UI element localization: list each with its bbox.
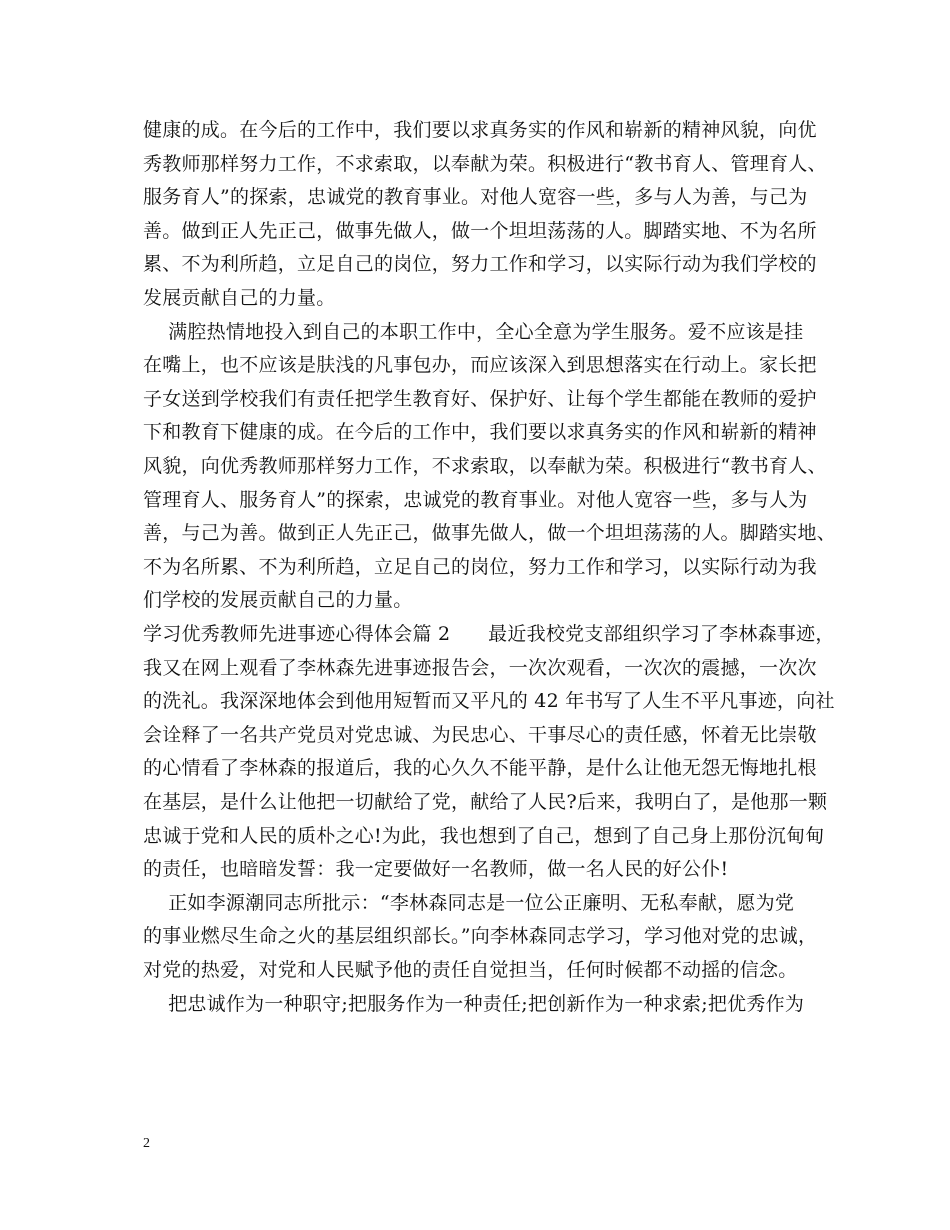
text-line: 善，与己为善。做到正人先正己，做事先做人，做一个坦坦荡荡的人。脚踏实地、 — [143, 522, 837, 545]
text-line: 们学校的发展贡献自己的力量。 — [143, 589, 413, 612]
text-line: 累、不为利所趋，立足自己的岗位，努力工作和学习，以实际行动为我们学校的 — [143, 253, 817, 276]
text-line: 我又在网上观看了李林森先进事迹报告会，一次次观看，一次次的震撼，一次次 — [143, 656, 817, 679]
text-line: 把忠诚作为一种职守;把服务作为一种责任;把创新作为一种求索;把优秀作为 — [143, 992, 805, 1015]
text-line: 正如李源潮同志所批示：“李林森同志是一位公正廉明、无私奉献，愿为党 — [143, 891, 795, 914]
text-line: 在基层，是什么让他把一切献给了党，献给了人民?后来，我明白了，是他那一颗 — [143, 791, 828, 813]
text-line: 对党的热爱，对党和人民赋予他的责任自觉担当，任何时候都不动摇的信念。 — [143, 959, 798, 981]
text-line: 忠诚于党和人民的质朴之心!为此，我也想到了自己，想到了自己身上那份沉甸甸 — [143, 824, 825, 847]
text-line: 风貌，向优秀教师那样努力工作，不求索取，以奉献为荣。积极进行“教书育人、 — [143, 455, 827, 477]
page-number: 2 — [143, 1136, 150, 1151]
text-line: 管理育人、服务育人”的探索，忠诚党的教育事业。对他人宽容一些，多与人为 — [143, 488, 808, 511]
text-line: 服务育人”的探索，忠诚党的教育事业。对他人宽容一些，多与人为善，与己为 — [143, 186, 808, 209]
text-line: 子女送到学校我们有责任把学生教育好、保护好、让每个学生都能在教师的爱护 — [143, 387, 817, 410]
text-line: 秀教师那样努力工作，不求索取，以奉献为荣。积极进行“教书育人、管理育人、 — [143, 152, 827, 175]
text-line: 的事业燃尽生命之火的基层组织部长。”向李林森同志学习，学习他对党的忠诚， — [143, 925, 818, 948]
text-line: 善。做到正人先正己，做事先做人，做一个坦坦荡荡的人。脚踏实地、不为名所 — [143, 219, 817, 242]
text-line: 学习优秀教师先进事迹心得体会篇 2 最近我校党支部组织学习了李林森事迹， — [143, 623, 835, 645]
text-line: 的心情看了李林森的报道后，我的心久久不能平静，是什么让他无怨无悔地扎根 — [143, 757, 817, 780]
text-line: 的责任，也暗暗发誓：我一定要做好一名教师，做一名人民的好公仆! — [143, 858, 729, 881]
text-line: 下和教育下健康的成。在今后的工作中，我们要以求真务实的作风和崭新的精神 — [143, 421, 817, 444]
text-line: 满腔热情地投入到自己的本职工作中，全心全意为学生服务。爱不应该是挂 — [143, 320, 804, 343]
text-line: 的洗礼。我深深地体会到他用短暂而又平凡的 42 年书写了人生不平凡事迹，向社 — [143, 690, 835, 713]
text-line: 在嘴上，也不应该是肤浅的凡事包办，而应该深入到思想落实在行动上。家长把 — [143, 354, 817, 377]
text-line: 健康的成。在今后的工作中，我们要以求真务实的作风和崭新的精神风貌，向优 — [143, 119, 817, 141]
text-line: 发展贡献自己的力量。 — [143, 287, 336, 309]
text-line: 会诠释了一名共产党员对党忠诚、为民忠心、干事尽心的责任感，怀着无比崇敬 — [143, 723, 817, 746]
text-line: 不为名所累、不为利所趋，立足自己的岗位，努力工作和学习，以实际行动为我 — [143, 555, 817, 578]
